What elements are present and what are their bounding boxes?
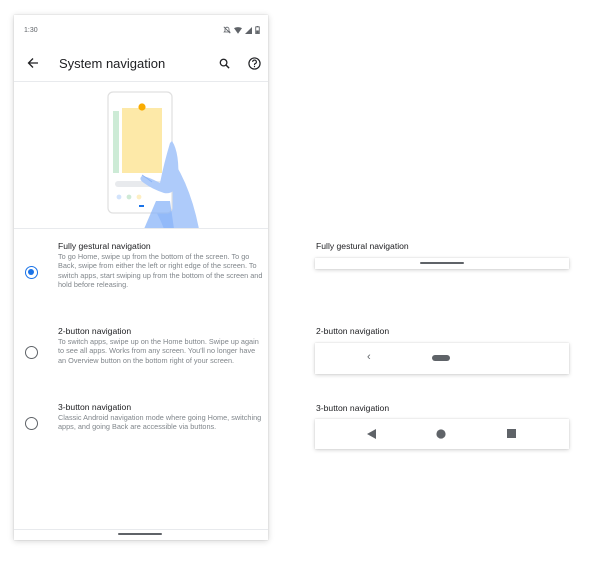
radio-2-button[interactable] bbox=[25, 346, 38, 359]
search-icon bbox=[219, 58, 230, 69]
gesture-pill-icon bbox=[420, 262, 464, 264]
preview-2-button-bar bbox=[315, 343, 569, 374]
option-title: 2-button navigation bbox=[58, 326, 132, 336]
radio-fully-gestural[interactable] bbox=[25, 266, 38, 279]
option-title: Fully gestural navigation bbox=[58, 241, 151, 251]
preview-label-3-button: 3-button navigation bbox=[316, 403, 390, 413]
help-button[interactable] bbox=[245, 54, 263, 72]
status-time: 1:30 bbox=[24, 27, 38, 34]
gesture-illustration bbox=[14, 83, 268, 229]
back-chevron-icon: ‹ bbox=[367, 351, 371, 363]
battery-icon bbox=[255, 26, 260, 34]
option-3-button[interactable] bbox=[14, 402, 268, 447]
search-button[interactable] bbox=[215, 54, 233, 72]
help-icon bbox=[248, 57, 261, 70]
back-triangle-icon bbox=[367, 429, 376, 439]
preview-label-2-button: 2-button navigation bbox=[316, 326, 390, 336]
preview-label-gestural: Fully gestural navigation bbox=[316, 241, 409, 251]
option-2-button[interactable] bbox=[14, 326, 268, 386]
page-title: System navigation bbox=[59, 56, 166, 71]
option-description: To go Home, swipe up from the bottom of the screen. To go Back, swipe from either the left or right edge of the screen. To switch apps, start swiping up from the bottom of the screen and hold before releasing. bbox=[58, 252, 263, 289]
home-gesture-handle[interactable] bbox=[118, 533, 162, 535]
back-button[interactable] bbox=[24, 54, 42, 72]
phone-hand-illustration bbox=[14, 83, 268, 229]
status-bar bbox=[14, 15, 268, 45]
arrow-back-icon bbox=[27, 57, 39, 69]
radio-3-button[interactable] bbox=[25, 417, 38, 430]
option-title: 3-button navigation bbox=[58, 402, 132, 412]
do-not-disturb-off-icon bbox=[223, 26, 231, 34]
home-circle-icon bbox=[436, 429, 446, 439]
recents-square-icon bbox=[507, 429, 516, 438]
preview-gestural-bar bbox=[315, 258, 569, 269]
home-pill-icon bbox=[432, 355, 450, 361]
signal-icon bbox=[245, 27, 252, 34]
option-description: To switch apps, swipe up on the Home button. Swipe up again to see all apps. Works from any screen. You'll no longer have an Overview button on the bottom right of your screen. bbox=[58, 337, 259, 365]
phone-screen bbox=[14, 15, 268, 540]
status-icons bbox=[223, 26, 260, 34]
wifi-icon bbox=[234, 27, 242, 34]
option-description: Classic Android navigation mode where going Home, switching apps, and going Back are accessible via buttons. bbox=[58, 413, 262, 432]
preview-3-button-bar bbox=[315, 419, 569, 449]
gesture-nav-bar bbox=[14, 529, 268, 540]
option-fully-gestural[interactable] bbox=[14, 241, 268, 311]
app-bar bbox=[14, 45, 268, 82]
